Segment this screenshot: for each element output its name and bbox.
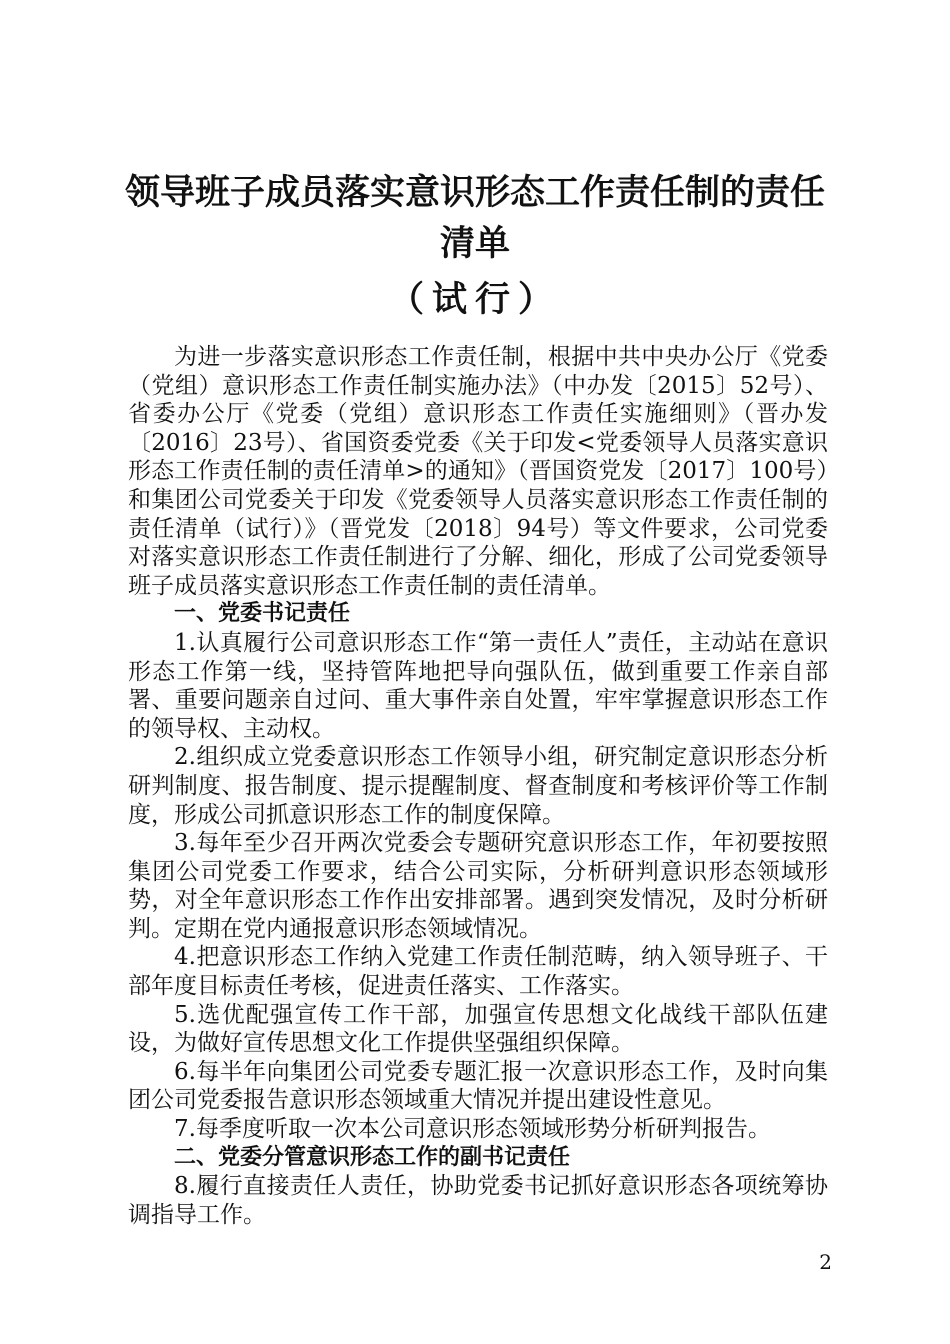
- list-item-7: 7.每季度听取一次本公司意识形态领域形势分析研判报告。: [174, 1116, 771, 1143]
- list-item-6: 6.每半年向集团公司党委专题汇报一次意识形态工作，及时向集团公司党委报告意识形态领域重大情况并提出建设性意见。: [128, 1058, 828, 1114]
- document-title-line2: 清单: [439, 224, 510, 264]
- section-heading-deputy-secretary: 二、党委分管意识形态工作的副书记责任: [174, 1144, 571, 1170]
- section-heading-party-secretary: 一、党委书记责任: [174, 601, 351, 627]
- page-number: 2: [819, 1250, 832, 1274]
- document-subtitle-trial: （试行）: [388, 280, 561, 320]
- document-body: [128, 343, 828, 1229]
- document-title-line1: 领导班子成员落实意识形态工作责任制的责任: [124, 173, 825, 213]
- list-item-8: 8.履行直接责任人责任，协助党委书记抓好意识形态各项统筹协调指导工作。: [128, 1173, 828, 1228]
- list-item-3: 3.每年至少召开两次党委会专题研究意识形态工作，年初要按照集团公司党委工作要求，结合公司实际，分析研判意识形态领域形势，对全年意识形态工作作出安排部署。遇到突发情况，及时分析研判。定期在党内通报意识形态领域情况。: [128, 830, 828, 942]
- list-item-2: 2.组织成立党委意识形态工作领导小组，研究制定意识形态分析研判制度、报告制度、提示提醒制度、督查制度和考核评价等工作制度，形成公司抓意识形态工作的制度保障。: [128, 744, 828, 828]
- intro-paragraph: 为进一步落实意识形态工作责任制，根据中共中央办公厅《党委（党组）意识形态工作责任制实施办法》（中办发〔2015〕52号）、省委办公厅《党委（党组）意识形态工作责任实施细则》（晋办发〔2016〕23号）、省国资委党委《关于印发<党委领导人员落实意识形态工作责任制的责任清单>的通知》（晋国资党发〔2017〕100号）和集团公司党委关于印发《党委领导人员落实意识形态工作责任制的责任清单（试行）》（晋党发〔2018〕94号）等文件要求，公司党委对落实意识形态工作责任制进行了分解、细化，形成了公司党委领导班子成员落实意识形态工作责任制的责任清单。: [128, 344, 828, 599]
- list-item-5: 5.选优配强宣传工作干部，加强宣传思想文化战线干部队伍建设，为做好宣传思想文化工作提供坚强组织保障。: [128, 1001, 828, 1057]
- list-item-1: 1.认真履行公司意识形态工作“第一责任人”责任，主动站在意识形态工作第一线，坚持管阵地把导向强队伍，做到重要工作亲自部署、重要问题亲自过问、重大事件亲自处置，牢牢掌握意识形态工作的领导权、主动权。: [128, 629, 828, 742]
- list-item-4: 4.把意识形态工作纳入党建工作责任制范畴，纳入领导班子、干部年度目标责任考核，促进责任落实、工作落实。: [128, 944, 828, 1000]
